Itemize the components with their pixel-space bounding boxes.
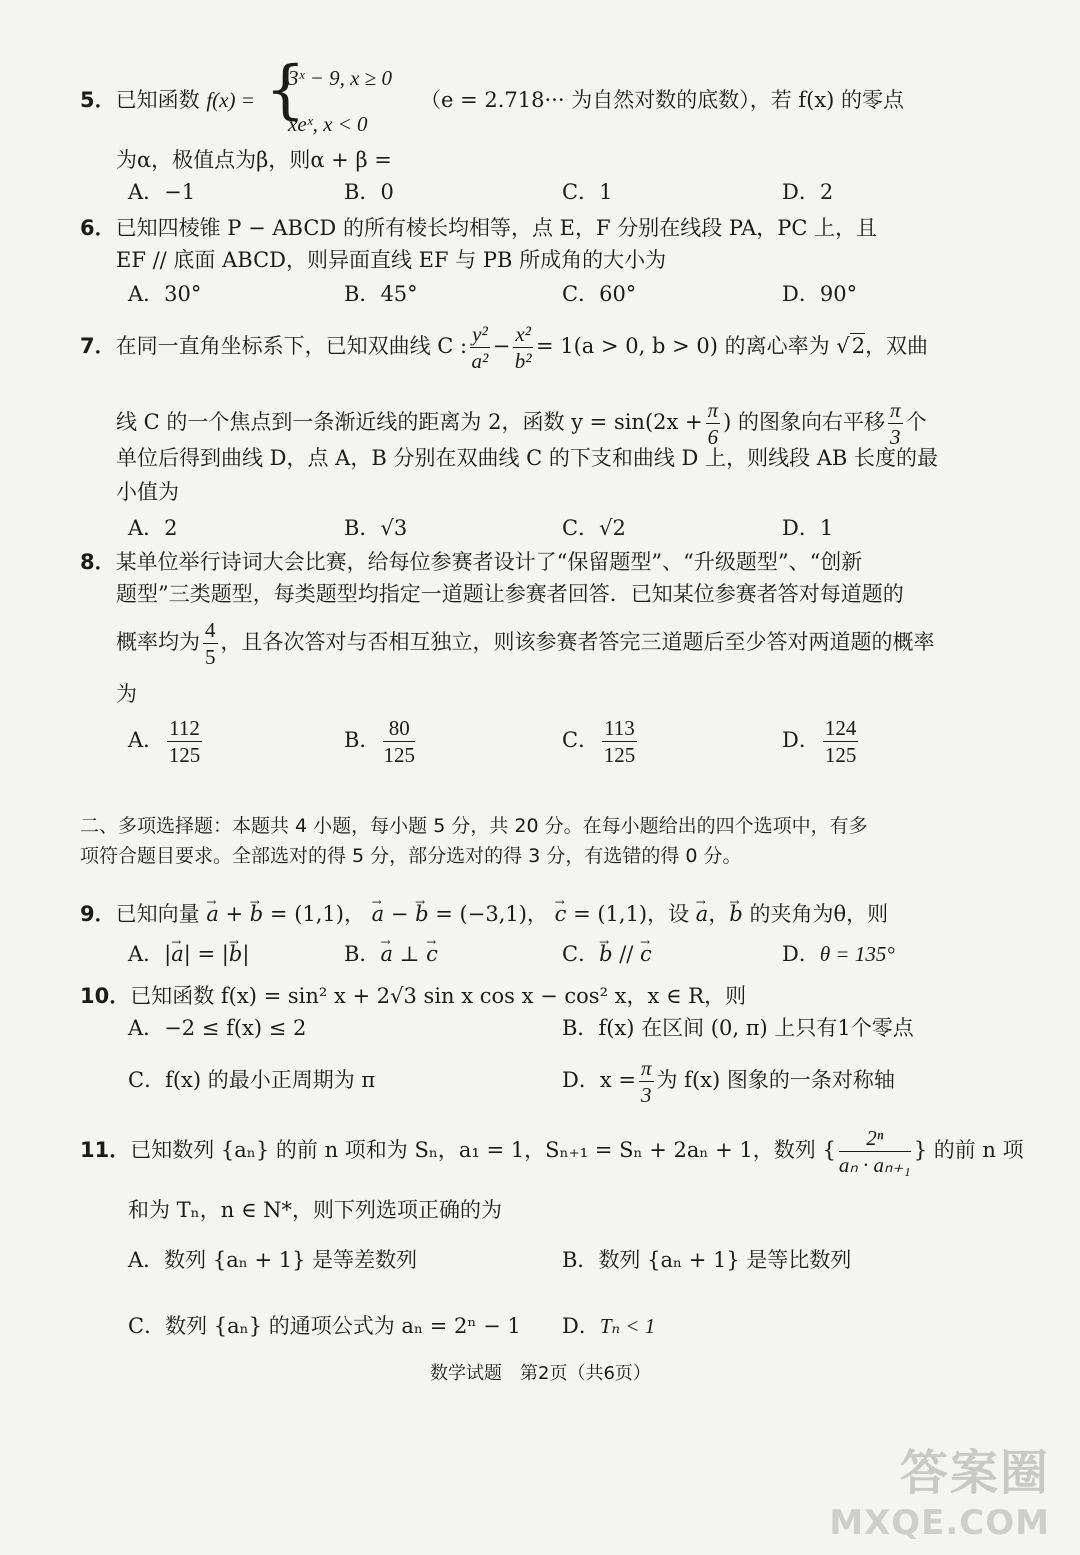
question-text: 已知向量 [115, 902, 200, 926]
question-number: 8． [80, 550, 116, 574]
option-a: A．−1 [128, 180, 196, 204]
option-a: A．2 [128, 516, 178, 540]
option-d: D．2 [782, 180, 834, 204]
option-b: B．0 [344, 180, 394, 204]
function-name: f(x) = [206, 88, 255, 112]
question-text: 已知数列 {aₙ} 的前 n 项和为 Sₙ，a₁ = 1，Sₙ₊₁ = Sₙ + 2aₙ + 1，数列 { [130, 1138, 836, 1162]
question-6 [80, 214, 877, 242]
option-d: D．Tₙ < 1 [562, 1314, 656, 1338]
question-8-line-2: 题型”三类题型，每类题型均指定一道题让参赛者回答．已知某位参赛者答对每道题的 [116, 582, 904, 606]
question-10 [80, 982, 746, 1010]
text: 个 [905, 410, 927, 434]
text: ，且各次答对与否相互独立，则该参赛者答完三道题后至少答对两道题的概率 [220, 630, 935, 654]
fraction: $\frac{112}{125}$ [168, 716, 201, 767]
text: 线 C 的一个焦点到一条渐近线的距离为 2，函数 y = sin(2x + [116, 410, 703, 434]
fraction: $\frac{\text{2ⁿ}}{\text{aₙ · aₙ₊₁}}$ [838, 1126, 911, 1177]
fraction: $\frac{113}{125}$ [603, 716, 636, 767]
question-5 [80, 86, 255, 114]
question-9: 9．已知向量 → a + → b = (1,1)， → a − → b = (−3,1)， → c = (1,1)，设 → a，→ b 的夹角为θ，则 [80, 900, 888, 928]
watermark-url: MXQE.COM [829, 1503, 1050, 1543]
sqrt-sign: √ [836, 334, 850, 358]
question-7 [80, 318, 928, 374]
vector-b: → b [250, 900, 263, 928]
question-7-line-3: 单位后得到曲线 D，点 A，B 分别在双曲线 C 的下支和曲线 D 上，则线段 AB 长度的最 [116, 446, 939, 470]
fraction: $\frac{\pi}{3}$ [890, 398, 901, 449]
question-8-line-3 [116, 614, 935, 670]
question-7-line-4: 小值为 [116, 480, 179, 504]
section-heading: 二、多项选择题：本题共 4 小题，每小题 5 分，共 20 分。在每小题给出的四个选项中，有多 [80, 815, 868, 837]
fraction: $\frac{\text{y²}}{\text{a²}}$ [471, 322, 489, 373]
equation-text: = 1(a > 0, b > 0) 的离心率为 [535, 334, 830, 358]
option-c: C．60° [562, 282, 637, 306]
question-5-line-2: 为α，极值点为β，则α + β = [116, 148, 392, 172]
option-c: C．→ b // → c [562, 940, 652, 968]
option-c: C．f(x) 的最小正周期为 π [128, 1068, 376, 1092]
vector-a: → a [206, 900, 219, 928]
option-c: C．√2 [562, 516, 626, 540]
page-footer: 数学试题 第2页（共6页） [430, 1363, 651, 1384]
option-d: D．1 [782, 516, 834, 540]
option-a: A．数列 {aₙ + 1} 是等差数列 [128, 1248, 418, 1272]
option-c: C．1 [562, 180, 613, 204]
fraction: $\frac{\pi}{3}$ [640, 1056, 652, 1107]
vector-b: → b [415, 900, 428, 928]
option-b: B．√3 [344, 516, 408, 540]
fraction: $\frac{4}{5}$ [205, 618, 216, 669]
question-number: 9． [80, 902, 116, 926]
option-a: A．30° [128, 282, 202, 306]
minus-sign: − [492, 334, 511, 358]
option-b: B．→ a ⊥ → c [344, 940, 438, 968]
question-number: 11． [80, 1138, 131, 1162]
sqrt-value: 2 [851, 334, 866, 358]
option-d: D．x = $\frac{\pi}{3}$ 为 f(x) 图象的一条对称轴 [562, 1056, 895, 1107]
piecewise-case-2: xeˣ, x < 0 [288, 112, 368, 136]
question-text-tail: } 的前 n 项 [913, 1138, 1024, 1162]
option-a: A． $\frac{112}{125}$ [128, 716, 201, 767]
option-d: D． $\frac{124}{125}$ [782, 716, 857, 767]
fraction: $\frac{80}{125}$ [383, 716, 415, 767]
vector-b: → b [729, 900, 742, 928]
question-text: 已知函数 f(x) = sin² x + 2√3 sin x cos x − cos² x，x ∈ R，则 [130, 984, 747, 1008]
question-number: 6． [80, 216, 116, 240]
option-a: A．−2 ≤ f(x) ≤ 2 [128, 1016, 307, 1040]
question-number: 5． [80, 88, 116, 112]
option-d: D．90° [782, 282, 858, 306]
question-5-note: （e = 2.718··· 为自然对数的底数），若 f(x) 的零点 [420, 88, 905, 112]
question-11 [80, 1122, 1024, 1178]
question-number: 7． [80, 334, 116, 358]
question-text: 在同一直角坐标系下，已知双曲线 C : [115, 334, 468, 358]
question-6-line-2: EF // 底面 ABCD，则异面直线 EF 与 PB 所成角的大小为 [116, 248, 667, 272]
question-text-tail: ，双曲 [865, 334, 929, 358]
fraction: $\frac{\text{x²}}{\text{b²}}$ [514, 322, 532, 373]
question-number: 10． [80, 984, 131, 1008]
vector-a: → a [372, 900, 385, 928]
question-8 [80, 548, 862, 576]
piecewise-case-1: 3ˣ − 9, x ≥ 0 [288, 66, 392, 90]
option-a: A．|→ a| = |→ b| [128, 940, 249, 968]
question-8-line-4: 为 [116, 682, 137, 706]
fraction: $\frac{\pi}{6}$ [707, 398, 719, 449]
question-7-line-2 [116, 394, 927, 450]
brace-icon: { [265, 53, 306, 127]
vector-a: → a [696, 900, 709, 928]
section-heading-line-2: 项符合题目要求。全部选对的得 5 分，部分选对的得 3 分，有选错的得 0 分。 [80, 845, 742, 867]
option-d: D．θ = 135° [782, 942, 895, 966]
text: ) 的图象向右平移 [723, 410, 886, 434]
option-b: B．数列 {aₙ + 1} 是等比数列 [562, 1248, 852, 1272]
text: 概率均为 [116, 630, 200, 654]
option-c: C． $\frac{113}{125}$ [562, 716, 636, 767]
question-text: 已知函数 [115, 88, 200, 112]
question-11-line-2: 和为 Tₙ，n ∈ N*，则下列选项正确的为 [128, 1198, 503, 1222]
option-b: B．f(x) 在区间 (0, π) 上只有1个零点 [562, 1016, 914, 1040]
question-text: 已知四棱锥 P − ABCD 的所有棱长均相等，点 E，F 分别在线段 PA，PC 上，且 [115, 216, 878, 240]
option-b: B．45° [344, 282, 418, 306]
vector-c: → c [555, 900, 567, 928]
option-c: C．数列 {aₙ} 的通项公式为 aₙ = 2ⁿ − 1 [128, 1314, 521, 1338]
fraction: $\frac{124}{125}$ [824, 716, 857, 767]
watermark-logo-text: 答案圈 [899, 1445, 1050, 1501]
option-b: B． $\frac{80}{125}$ [344, 716, 415, 767]
question-text: 某单位举行诗词大会比赛，给每位参赛者设计了“保留题型”、“升级题型”、“创新 [115, 550, 863, 574]
watermark-logo [829, 1434, 1050, 1543]
